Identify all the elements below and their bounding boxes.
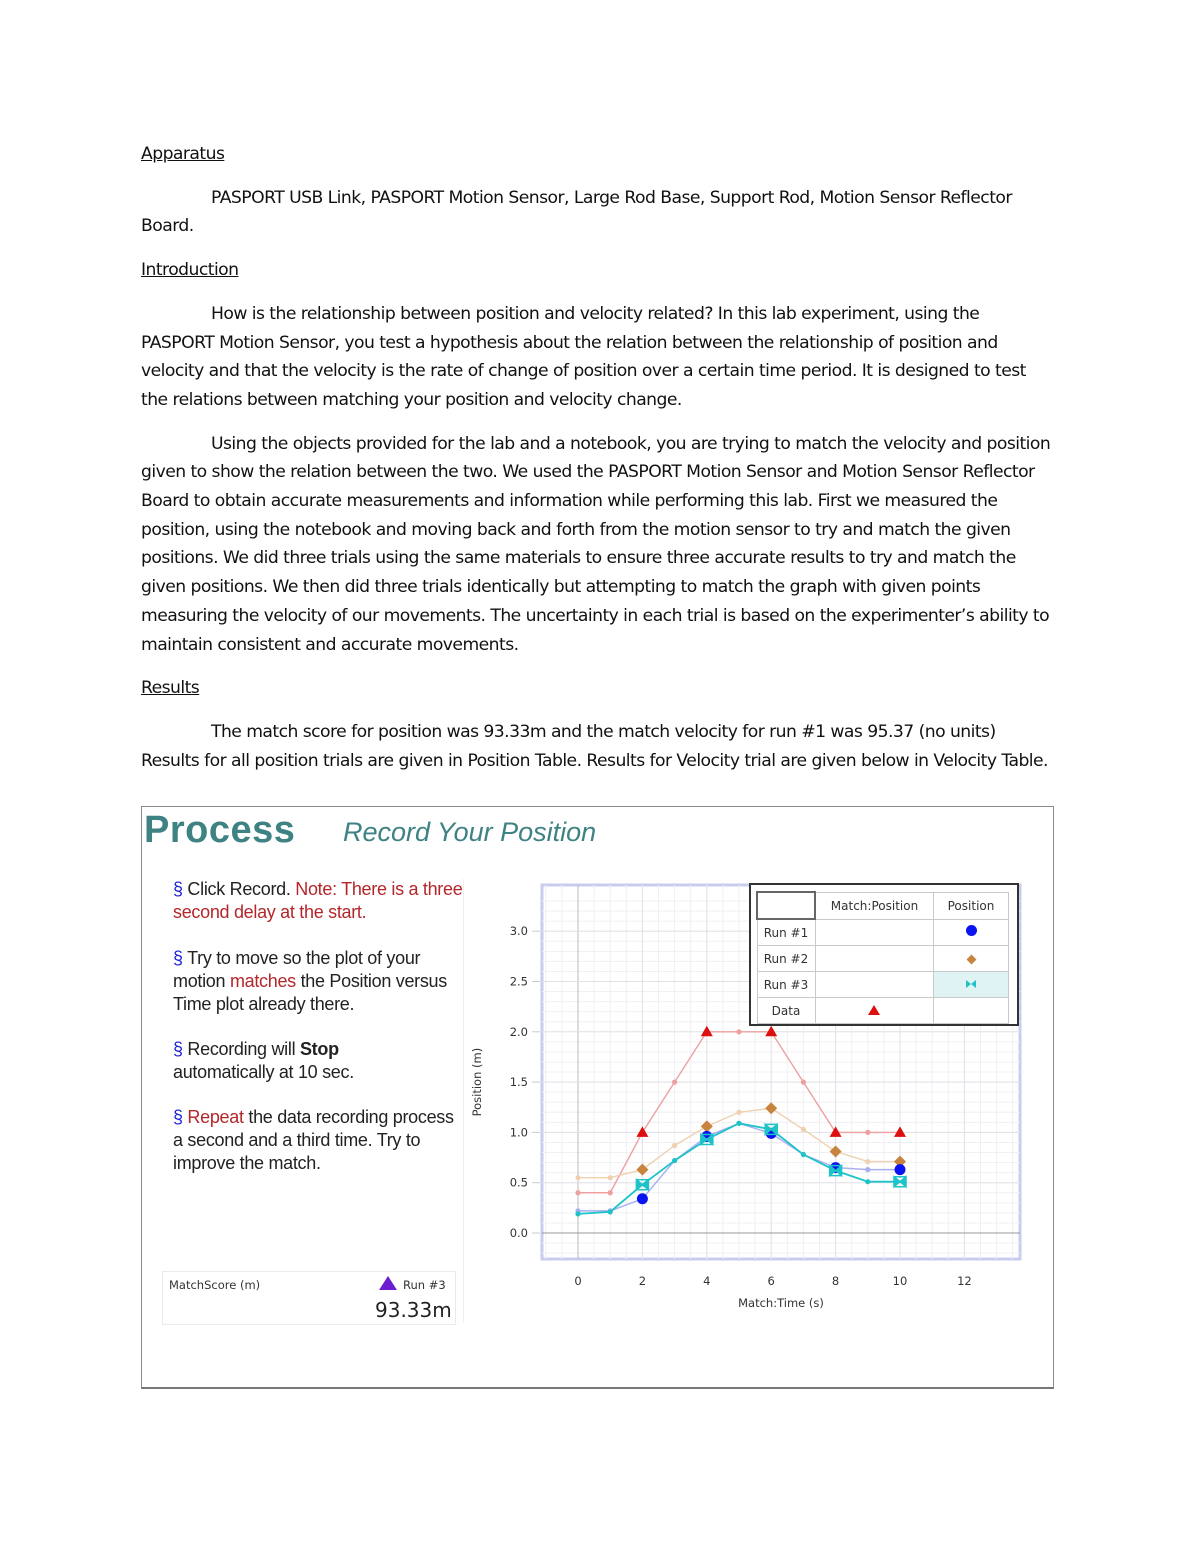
match-score-run: Run #3 bbox=[403, 1278, 446, 1292]
legend-run3-match-cell bbox=[815, 972, 934, 998]
instruction-text: Recording will bbox=[182, 1039, 300, 1059]
instruction-1 bbox=[173, 878, 463, 924]
instruction-4 bbox=[173, 1106, 463, 1175]
x-tick-label: 4 bbox=[703, 1274, 711, 1288]
bowtie-marker-icon bbox=[965, 979, 977, 989]
legend-row-run1-label: Run #1 bbox=[757, 919, 815, 946]
introduction-heading: Introduction bbox=[141, 260, 239, 281]
document-body bbox=[141, 140, 1056, 790]
y-tick-label: 0.5 bbox=[509, 1175, 528, 1190]
legend-run3-position-cell bbox=[934, 972, 1009, 998]
legend-row-run3-label: Run #3 bbox=[757, 972, 815, 998]
introduction-paragraph-2: Using the objects provided for the lab and a notebook, you are trying to match the velocity and position given to show the relation between the two. We used the PASPORT Motion Sensor and Motion Sensor Reflector Board to obtain accurate measurements and information while performing this lab. First we measured the position, using the notebook and moving back and forth from the motion sensor to try and match the given positions. We did three trials using the same materials to ensure three accurate results to try and match the given positions. We then did three trials identically but attempting to match the graph with given points measuring the velocity of our movements. The uncertainty in each trial is based on the experimenter’s ability to maintain consistent and accurate movements. bbox=[141, 433, 1051, 655]
x-tick-label: 0 bbox=[574, 1274, 582, 1288]
results-heading: Results bbox=[141, 678, 200, 699]
instruction-text: Click Record. bbox=[182, 879, 296, 899]
legend-header-position: Position bbox=[934, 892, 1009, 919]
instruction-text: automatically at 10 sec. bbox=[173, 1062, 354, 1082]
legend-data-match-cell bbox=[815, 998, 934, 1024]
x-axis-label: Match:Time (s) bbox=[738, 1296, 824, 1310]
instruction-3 bbox=[173, 1038, 463, 1084]
legend-run1-match-cell bbox=[815, 919, 934, 946]
x-tick-label: 8 bbox=[831, 1274, 840, 1288]
y-tick-label: 1.0 bbox=[509, 1125, 528, 1140]
x-tick-label: 10 bbox=[892, 1274, 908, 1288]
instruction-note: Note: There is a three second delay at the start. bbox=[173, 879, 463, 922]
legend-row-data-label: Data bbox=[757, 998, 815, 1024]
circle-marker-icon bbox=[895, 1164, 906, 1175]
legend-corner-cell bbox=[757, 892, 815, 919]
match-score-display bbox=[162, 1271, 456, 1325]
x-tick-label: 6 bbox=[767, 1274, 775, 1288]
match-score-label: MatchScore (m) bbox=[169, 1278, 261, 1292]
y-tick-label: 3.0 bbox=[509, 924, 528, 939]
y-tick-label: 1.5 bbox=[509, 1075, 528, 1090]
legend-table bbox=[749, 883, 1019, 1026]
diamond-marker-icon bbox=[966, 954, 976, 964]
instruction-bold: Stop bbox=[299, 1039, 339, 1059]
legend-run1-position-cell bbox=[934, 919, 1009, 946]
section-bullet-icon: § bbox=[173, 879, 183, 899]
apparatus-heading: Apparatus bbox=[141, 144, 225, 164]
instruction-text: the Position versus Time plot already there. bbox=[173, 971, 447, 1014]
instruction-text: the data recording process a second and a third time. Try to improve the match. bbox=[173, 1107, 454, 1173]
legend-row-run2-label: Run #2 bbox=[757, 946, 815, 972]
circle-marker-icon bbox=[637, 1193, 648, 1204]
x-tick-label: 12 bbox=[957, 1274, 972, 1288]
apparatus-text: PASPORT USB Link, PASPORT Motion Sensor, Large Rod Base, Support Rod, Motion Sensor Reflector Board. bbox=[141, 187, 1012, 237]
figure-title: Process bbox=[144, 809, 296, 851]
section-bullet-icon: § bbox=[173, 1039, 183, 1059]
results-text: The match score for position was 93.33m and the match velocity for run #1 was 95.37 (no units) Results for all position trials are given in Position Table. Results for Velocity trial are given below in Velocity Table. bbox=[141, 721, 1048, 771]
process-figure bbox=[141, 806, 1054, 1389]
introduction-paragraph-1: How is the relationship between position and velocity related? In this lab experiment, using the PASPORT Motion Sensor, you test a hypothesis about the relation between the relationship of position and velocity and that the velocity is the rate of change of position over a certain time period. It is designed to test the relations between matching your position and velocity change. bbox=[141, 303, 1026, 410]
instruction-highlight: matches bbox=[229, 971, 296, 991]
instruction-text: Try to move so the plot of your motion bbox=[173, 948, 421, 991]
triangle-marker-icon bbox=[868, 1005, 880, 1015]
section-bullet-icon: § bbox=[173, 948, 183, 968]
legend-run2-match-cell bbox=[815, 946, 934, 972]
match-score-value: 93.33m bbox=[375, 1298, 452, 1322]
y-tick-label: 2.0 bbox=[509, 1024, 528, 1039]
section-bullet-icon: § bbox=[173, 1107, 183, 1127]
circle-marker-icon bbox=[966, 925, 977, 936]
run-triangle-icon bbox=[379, 1276, 397, 1290]
instruction-2 bbox=[173, 947, 463, 1016]
legend-run2-position-cell bbox=[934, 946, 1009, 972]
legend-data-position-cell bbox=[934, 998, 1009, 1024]
y-tick-label: 2.5 bbox=[509, 974, 528, 989]
legend-header-match-position: Match:Position bbox=[815, 892, 934, 919]
figure-subtitle: Record Your Position bbox=[343, 817, 597, 847]
y-tick-label: 0.0 bbox=[509, 1226, 528, 1240]
instruction-highlight: Repeat bbox=[187, 1107, 244, 1127]
y-axis-label: Position (m) bbox=[470, 1047, 484, 1117]
x-tick-label: 2 bbox=[638, 1274, 647, 1288]
